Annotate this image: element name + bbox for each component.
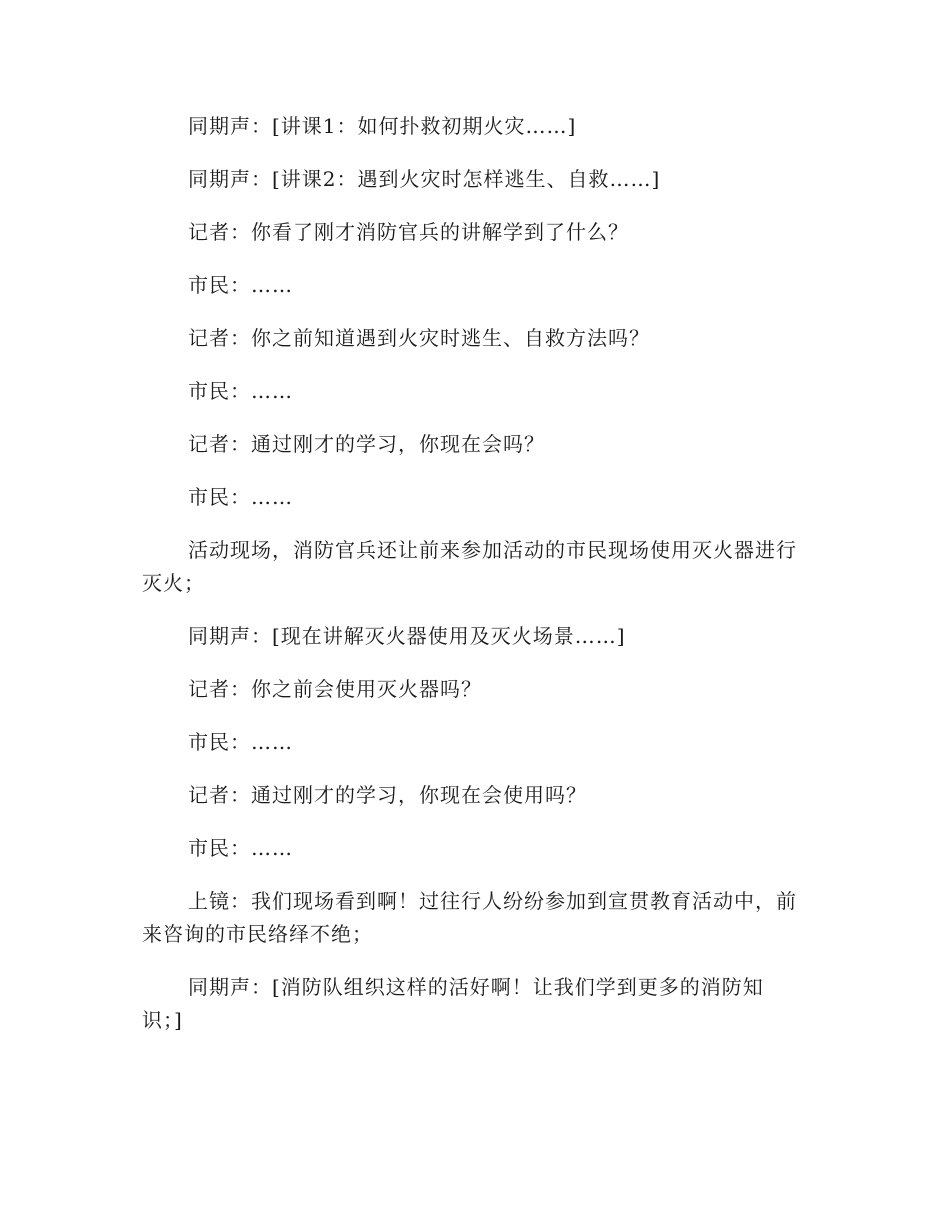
paragraph-citizen-answer-1: 市民：…… [188, 273, 293, 297]
paragraph-reporter-question-2: 记者：你之前知道遇到火灾时逃生、自救方法吗？ [188, 326, 650, 350]
paragraph-citizen-answer-3: 市民：…… [188, 485, 293, 509]
paragraph-reporter-question-4: 记者：你之前会使用灭火器吗？ [188, 677, 482, 701]
paragraph-on-camera: 上镜：我们现场看到啊！过往行人纷纷参加到宣贯教育活动中，前来咨询的市民络绎不绝； [142, 889, 797, 946]
paragraph-citizen-answer-4: 市民：…… [188, 730, 293, 754]
paragraph-reporter-question-1: 记者：你看了刚才消防官兵的讲解学到了什么？ [188, 220, 629, 244]
paragraph-citizen-answer-2: 市民：…… [188, 379, 293, 403]
paragraph-citizen-answer-5: 市民：…… [188, 836, 293, 860]
paragraph-sound-bite-4: 同期声：[消防队组织这样的活好啊！让我们学到更多的消防知识；] [142, 975, 764, 1032]
paragraph-reporter-question-3: 记者：通过刚才的学习，你现在会吗？ [188, 432, 545, 456]
paragraph-sound-bite-2: 同期声：[讲课2：遇到火灾时怎样逃生、自救……] [188, 167, 661, 191]
document-body [142, 110, 797, 1057]
paragraph-reporter-question-5: 记者：通过刚才的学习，你现在会使用吗？ [188, 783, 587, 807]
paragraph-sound-bite-1: 同期声：[讲课1：如何扑救初期火灾……] [188, 114, 577, 138]
paragraph-scene-description: 活动现场，消防官兵还让前来参加活动的市民现场使用灭火器进行灭火； [142, 538, 797, 595]
paragraph-sound-bite-3: 同期声：[现在讲解灭火器使用及灭火场景……] [188, 624, 626, 648]
